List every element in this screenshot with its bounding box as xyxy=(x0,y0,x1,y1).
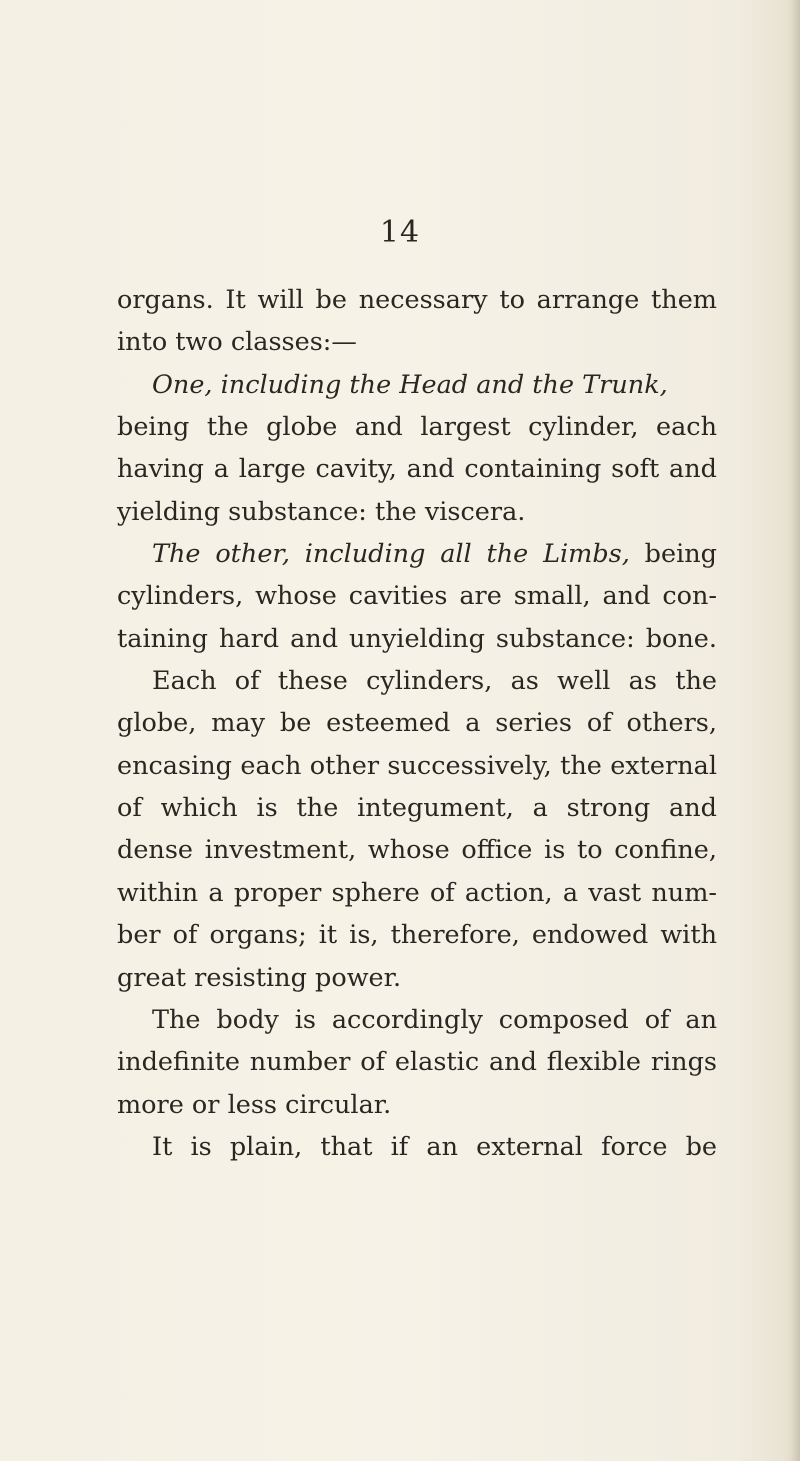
text-line: globe, may be esteemed a series of others, xyxy=(117,708,717,739)
text-line: taining hard and unyielding substance: bone. xyxy=(117,623,717,654)
text-line: organs. It will be necessary to arrange them xyxy=(117,285,717,315)
text-line: dense investment, whose office is to confine, xyxy=(117,835,717,866)
italic-heading-one: One, including the Head and the Trunk, xyxy=(152,369,668,400)
text-fragment: being xyxy=(629,539,717,570)
italic-heading-other: The other, including all the Limbs, xyxy=(152,539,630,570)
text-line: yielding substance: the viscera. xyxy=(117,496,526,527)
text-line: of which is the integument, a strong and xyxy=(117,793,717,824)
text-line: indefinite number of elastic and flexible rings xyxy=(117,1047,717,1078)
text-line: ber of organs; it is, therefore, endowed with xyxy=(117,920,717,951)
text-line: into two classes:— xyxy=(117,327,357,358)
text-line: It is plain, that if an external force be xyxy=(152,1131,717,1162)
text-line: more or less circular. xyxy=(117,1089,392,1120)
text-line: encasing each other successively, the external xyxy=(117,750,717,781)
text-line: being the globe and largest cylinder, each xyxy=(117,412,717,443)
text-line: within a proper sphere of action, a vast num- xyxy=(117,877,717,908)
text-line xyxy=(117,533,717,575)
text-line: having a large cavity, and containing soft and xyxy=(117,454,717,485)
text-line xyxy=(117,364,717,406)
text-line: Each of these cylinders, as well as the xyxy=(152,666,717,697)
text-line: cylinders, whose cavities are small, and con- xyxy=(117,581,717,612)
body-text xyxy=(117,279,717,1168)
text-line: great resisting power. xyxy=(117,962,402,993)
page-number: 14 xyxy=(379,215,421,250)
text-line: The body is accordingly composed of an xyxy=(152,1004,717,1035)
